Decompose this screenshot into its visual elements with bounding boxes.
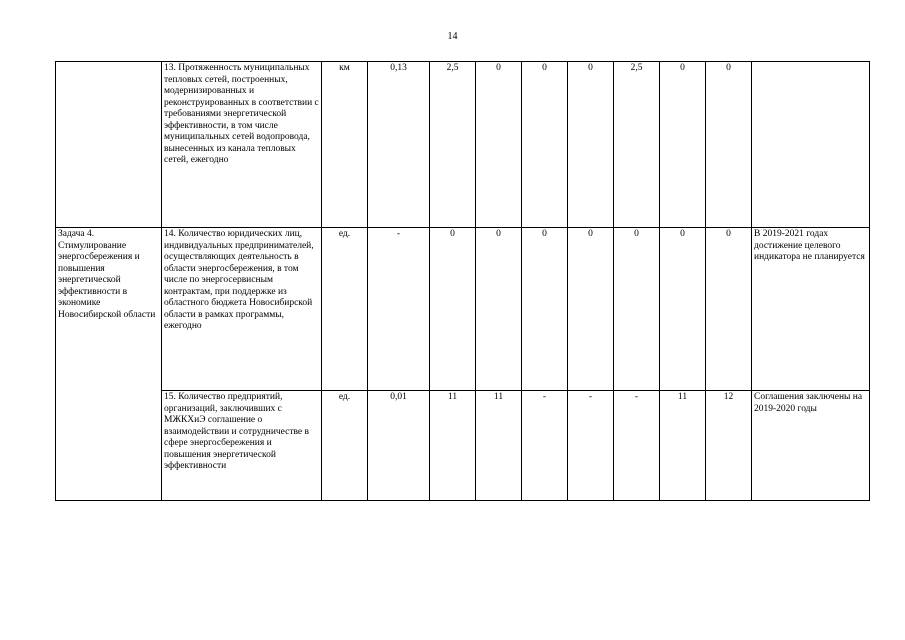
value-cell: 0,13 xyxy=(368,62,430,228)
unit-cell: ед. xyxy=(322,391,368,501)
note-cell: В 2019-2021 годах достижение целевого индикатора не планируется xyxy=(752,228,870,391)
indicators-table xyxy=(55,61,870,501)
value-cell: 2,5 xyxy=(614,62,660,228)
value-cell: 0 xyxy=(568,62,614,228)
unit-cell: ед. xyxy=(322,228,368,391)
value-cell: 0 xyxy=(430,228,476,391)
task-cell: Задача 4. Стимулирование энергосбережения и повышения энергетической эффективности в экономике Новосибирской области xyxy=(56,228,162,501)
table-row xyxy=(56,62,870,228)
value-cell: - xyxy=(568,391,614,501)
value-cell: - xyxy=(522,391,568,501)
value-cell: 0 xyxy=(706,228,752,391)
value-cell: 0 xyxy=(522,62,568,228)
value-cell: 0 xyxy=(476,62,522,228)
value-cell: 0 xyxy=(476,228,522,391)
value-cell: - xyxy=(614,391,660,501)
value-cell: 2,5 xyxy=(430,62,476,228)
note-cell: Соглашения заключены на 2019-2020 годы xyxy=(752,391,870,501)
value-cell: 0 xyxy=(568,228,614,391)
value-cell: 0 xyxy=(706,62,752,228)
value-cell: 0 xyxy=(614,228,660,391)
value-cell: 0 xyxy=(522,228,568,391)
value-cell: 0,01 xyxy=(368,391,430,501)
note-cell xyxy=(752,62,870,228)
page-number: 14 xyxy=(447,31,458,42)
value-cell: 11 xyxy=(476,391,522,501)
indicator-cell: 15. Количество предприятий, организаций, заключивших с МЖКХиЭ соглашение о взаимодействии и сотрудничестве в сфере энергосбережения и повышения энергетической эффективности xyxy=(162,391,322,501)
value-cell: - xyxy=(368,228,430,391)
task-cell xyxy=(56,62,162,228)
value-cell: 0 xyxy=(660,228,706,391)
indicator-cell: 14. Количество юридических лиц, индивидуальных предпринимателей, осуществляющих деятельность в области энергосбережения, в том числе по энергосервисным контрактам, при поддержке из областного бюджета Новосибирской области в рамках программы, ежегодно xyxy=(162,228,322,391)
table-row xyxy=(56,228,870,391)
value-cell: 11 xyxy=(430,391,476,501)
value-cell: 0 xyxy=(660,62,706,228)
value-cell: 11 xyxy=(660,391,706,501)
table-row xyxy=(56,391,870,501)
indicator-cell: 13. Протяженность муниципальных тепловых сетей, построенных, модернизированных и реконструированных в соответствии с требованиями энергетической эффективности, в том числе муниципальных сетей водопровода, вынесенных из канала тепловых сетей, ежегодно xyxy=(162,62,322,228)
value-cell: 12 xyxy=(706,391,752,501)
unit-cell: км xyxy=(322,62,368,228)
